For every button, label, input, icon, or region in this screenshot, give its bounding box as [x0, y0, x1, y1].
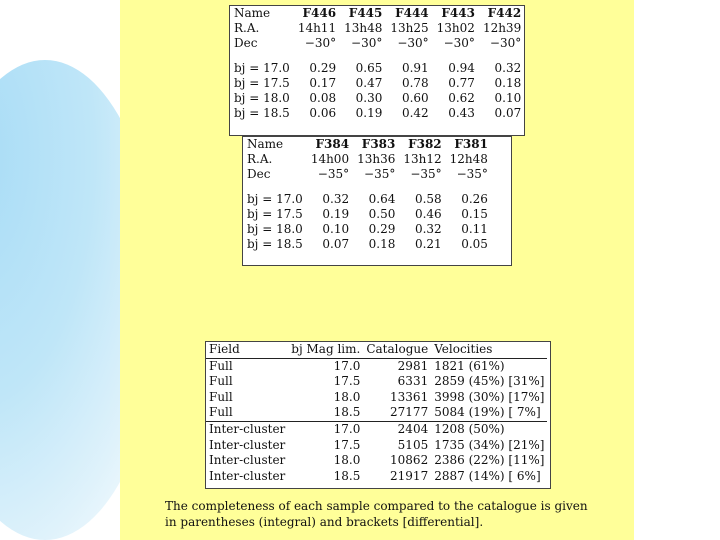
field-cell: Full	[209, 389, 233, 404]
mag-cell: 17.0	[288, 421, 363, 437]
row-label: R.A.	[234, 21, 260, 35]
dec-value: −30°	[443, 36, 475, 50]
catalogue-cell: 21917	[390, 468, 429, 483]
field-cell: Inter-cluster	[209, 453, 286, 468]
catalogue-cell: 27177	[390, 405, 429, 420]
mag-cell: 17.5	[333, 437, 361, 452]
row-label: Dec	[247, 167, 271, 181]
velocities-cell: 5084 (19%) [ 7%]	[434, 405, 541, 420]
completeness-value: 0.60	[401, 91, 429, 105]
dec-value: −35°	[317, 167, 350, 181]
velocities-cell: 1735 (34%) [21%]	[434, 437, 545, 452]
mag-label: bj = 18.0	[234, 91, 290, 105]
field-name: F384	[315, 137, 350, 151]
velocities-cell: 1821 (61%)	[434, 358, 505, 373]
velocities-cell: 1208 (50%)	[431, 421, 547, 437]
completeness-value: 0.07	[494, 106, 522, 120]
ra-value: 13h12	[403, 152, 442, 166]
mag-cell: 18.0	[333, 389, 361, 404]
completeness-value: 0.32	[322, 192, 350, 206]
completeness-value: 0.58	[414, 192, 442, 206]
mag-cell: 18.5	[333, 405, 361, 420]
completeness-value: 0.29	[309, 61, 337, 75]
ra-value: 13h25	[390, 21, 429, 35]
catalogue-cell: 2981	[397, 358, 429, 373]
ra-value: 13h48	[344, 21, 383, 35]
velocities-cell: 2887 (14%) [ 6%]	[434, 468, 541, 483]
ra-value: 13h02	[436, 21, 475, 35]
column-header: Velocities	[431, 342, 547, 358]
dec-value: −30°	[351, 36, 383, 50]
completeness-value: 0.18	[494, 76, 522, 90]
ra-value: 12h39	[482, 21, 522, 35]
table-row	[243, 222, 492, 237]
completeness-table-dec-30	[229, 5, 525, 136]
completeness-value: 0.65	[355, 61, 383, 75]
column-header: bj Mag lim.	[288, 342, 363, 358]
table-row	[206, 405, 547, 421]
header-cell: Name	[234, 6, 271, 20]
table-row	[206, 469, 547, 485]
completeness-value: 0.62	[448, 91, 475, 105]
table-row	[206, 358, 547, 374]
completeness-value: 0.19	[322, 207, 350, 221]
field-cell: Inter-cluster	[206, 421, 288, 437]
completeness-value: 0.10	[494, 91, 522, 105]
completeness-value: 0.15	[461, 207, 488, 221]
ra-value: 14h00	[310, 152, 350, 166]
completeness-value: 0.42	[401, 106, 429, 120]
row-label: R.A.	[247, 152, 273, 166]
completeness-value: 0.50	[368, 207, 396, 221]
completeness-value: 0.18	[368, 237, 396, 251]
completeness-value: 0.21	[414, 237, 442, 251]
field-name: F446	[302, 6, 337, 20]
completeness-value: 0.30	[355, 91, 383, 105]
completeness-value: 0.47	[355, 76, 383, 90]
catalogue-cell: 10862	[390, 453, 429, 468]
catalogue-cell: 5105	[397, 437, 429, 452]
field-name: F445	[348, 6, 383, 20]
row-label: Dec	[234, 36, 258, 50]
completeness-value: 0.46	[414, 207, 442, 221]
ra-value: 13h36	[357, 152, 396, 166]
table-row	[230, 76, 525, 91]
sample-summary-table	[205, 341, 551, 489]
catalogue-cell: 13361	[390, 389, 429, 404]
table-row	[243, 192, 492, 207]
completeness-value: 0.05	[461, 237, 488, 251]
mag-label: bj = 17.0	[247, 192, 303, 206]
completeness-value: 0.77	[448, 76, 475, 90]
velocities-cell: 3998 (30%) [17%]	[434, 389, 545, 404]
table-row	[243, 237, 492, 252]
field-name: F382	[408, 137, 442, 151]
velocities-cell: 2386 (22%) [11%]	[434, 453, 545, 468]
ra-value: 12h48	[449, 152, 488, 166]
completeness-value: 0.43	[448, 106, 475, 120]
field-cell: Full	[209, 405, 233, 420]
completeness-value: 0.91	[401, 61, 429, 75]
field-name: F444	[395, 6, 429, 20]
mag-cell: 18.5	[333, 468, 361, 483]
table-row	[206, 421, 547, 437]
table-row	[243, 207, 492, 222]
field-name: F443	[441, 6, 475, 20]
completeness-value: 0.06	[309, 106, 337, 120]
completeness-value: 0.78	[401, 76, 429, 90]
header-cell: Name	[247, 137, 284, 151]
field-cell: Inter-cluster	[209, 468, 286, 483]
completeness-value: 0.11	[461, 222, 488, 236]
completeness-value: 0.10	[322, 222, 350, 236]
table-row	[206, 438, 547, 454]
completeness-table-dec-35	[242, 136, 512, 266]
velocities-cell: 2859 (45%) [31%]	[434, 374, 545, 389]
completeness-value: 0.07	[322, 237, 350, 251]
table-row	[206, 390, 547, 406]
mag-label: bj = 17.0	[234, 61, 290, 75]
catalogue-cell: 2404	[363, 421, 431, 437]
completeness-value: 0.94	[448, 61, 475, 75]
field-name: F381	[454, 137, 488, 151]
completeness-value: 0.32	[414, 222, 442, 236]
table-row	[230, 61, 525, 76]
completeness-value: 0.32	[494, 61, 522, 75]
ra-value: 14h11	[297, 21, 337, 35]
field-name: F442	[487, 6, 522, 20]
dec-value: −30°	[397, 36, 429, 50]
mag-cell: 17.5	[333, 374, 361, 389]
completeness-value: 0.08	[309, 91, 337, 105]
table-row	[230, 91, 525, 106]
mag-label: bj = 17.5	[234, 76, 290, 90]
table-row	[206, 374, 547, 390]
completeness-value: 0.26	[461, 192, 488, 206]
mag-cell: 18.0	[333, 453, 361, 468]
table-row	[206, 453, 547, 469]
field-cell: Inter-cluster	[209, 437, 286, 452]
completeness-value: 0.29	[368, 222, 396, 236]
mag-cell: 17.0	[333, 358, 361, 373]
catalogue-cell: 6331	[397, 374, 429, 389]
completeness-value: 0.64	[368, 192, 396, 206]
column-header: Catalogue	[363, 342, 431, 358]
table-row	[230, 106, 525, 121]
completeness-value: 0.19	[355, 106, 383, 120]
dec-value: −30°	[489, 36, 522, 50]
mag-label: bj = 17.5	[247, 207, 303, 221]
dec-value: −35°	[456, 167, 488, 181]
field-cell: Full	[209, 374, 233, 389]
dec-value: −30°	[304, 36, 337, 50]
field-cell: Full	[209, 358, 233, 373]
column-header: Field	[206, 342, 288, 358]
mag-label: bj = 18.5	[247, 237, 303, 251]
dec-value: −35°	[364, 167, 396, 181]
field-name: F383	[361, 137, 396, 151]
completeness-value: 0.17	[309, 76, 337, 90]
mag-label: bj = 18.0	[247, 222, 303, 236]
mag-label: bj = 18.5	[234, 106, 290, 120]
dec-value: −35°	[410, 167, 442, 181]
table-caption: The completeness of each sample compared to the catalogue is given in parentheses (integral) and brackets [differential].	[165, 499, 588, 529]
